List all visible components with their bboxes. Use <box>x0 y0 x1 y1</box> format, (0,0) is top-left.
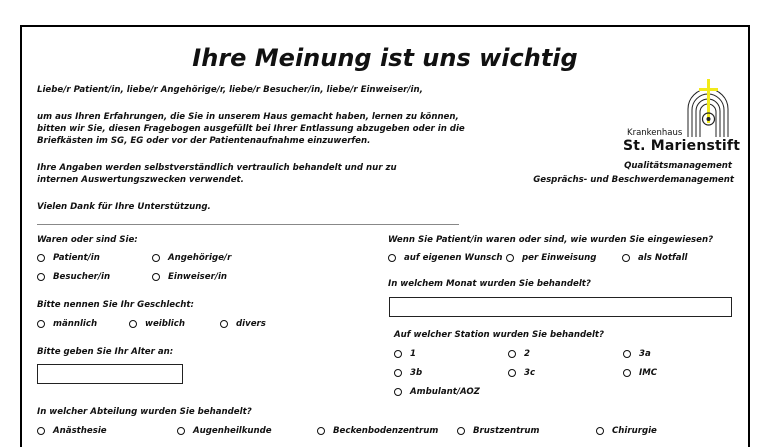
radio-icon <box>508 350 516 358</box>
radio-icon <box>129 320 137 328</box>
radio-icon <box>394 369 402 377</box>
logo-cross-accent <box>707 79 710 123</box>
intro-paragraph-line: um aus Ihren Erfahrungen, die Sie in unserem Haus gemacht haben, lernen zu können, <box>37 112 459 122</box>
gender-question-label: Bitte nennen Sie Ihr Geschlecht: <box>37 300 194 310</box>
age-input[interactable] <box>37 364 183 384</box>
gender-option-male[interactable]: männlich <box>37 319 97 329</box>
radio-icon <box>622 254 630 262</box>
radio-icon <box>508 369 516 377</box>
station-option-2[interactable]: 2 <box>508 349 530 359</box>
role-option-patient[interactable]: Patient/in <box>37 253 100 263</box>
radio-icon <box>220 320 228 328</box>
logo-cross-accent <box>699 88 718 91</box>
section-divider <box>37 224 459 225</box>
role-option-relative[interactable]: Angehörige/r <box>152 253 231 263</box>
radio-icon <box>388 254 396 262</box>
station-option-1[interactable]: 1 <box>394 349 416 359</box>
role-option-referrer[interactable]: Einweiser/in <box>152 272 227 282</box>
radio-icon <box>623 369 631 377</box>
logo-department: Qualitätsmanagement <box>624 161 732 171</box>
radio-icon <box>152 254 160 262</box>
radio-icon <box>506 254 514 262</box>
radio-icon <box>623 350 631 358</box>
department-option-pelvic-floor[interactable]: Beckenbodenzentrum <box>317 426 438 436</box>
radio-icon <box>394 350 402 358</box>
gender-option-female[interactable]: weiblich <box>129 319 185 329</box>
radio-icon <box>37 427 45 435</box>
role-option-visitor[interactable]: Besucher/in <box>37 272 110 282</box>
logo-hospital-label: Krankenhaus <box>627 128 683 138</box>
department-option-breast-center[interactable]: Brustzentrum <box>457 426 540 436</box>
radio-icon <box>37 254 45 262</box>
department-option-surgery[interactable]: Chirurgie <box>596 426 657 436</box>
privacy-paragraph-line: Ihre Angaben werden selbstverständlich vertraulich behandelt und nur zu <box>37 163 397 173</box>
radio-icon <box>317 427 325 435</box>
radio-icon <box>596 427 604 435</box>
questionnaire-sheet <box>20 25 750 447</box>
radio-icon <box>177 427 185 435</box>
age-question-label: Bitte geben Sie Ihr Alter an: <box>37 347 174 357</box>
station-option-3c[interactable]: 3c <box>508 368 535 378</box>
station-option-imc[interactable]: IMC <box>623 368 657 378</box>
station-option-3a[interactable]: 3a <box>623 349 651 359</box>
station-question-label: Auf welcher Station wurden Sie behandelt? <box>394 330 605 340</box>
admission-question-label: Wenn Sie Patient/in waren oder sind, wie wurden Sie eingewiesen? <box>388 235 714 245</box>
radio-icon <box>37 320 45 328</box>
intro-paragraph-line: bitten wir Sie, diesen Fragebogen ausgefüllt bei Ihrer Entlassung abzugeben oder in die <box>37 124 465 134</box>
department-option-anesthesia[interactable]: Anästhesie <box>37 426 107 436</box>
month-input[interactable] <box>389 297 732 317</box>
radio-icon <box>394 388 402 396</box>
role-question-label: Waren oder sind Sie: <box>37 235 138 245</box>
radio-icon <box>457 427 465 435</box>
logo-department: Gesprächs- und Beschwerdemanagement <box>533 175 734 185</box>
gender-option-diverse[interactable]: divers <box>220 319 266 329</box>
radio-icon <box>37 273 45 281</box>
page-title: Ihre Meinung ist uns wichtig <box>192 44 578 72</box>
admission-option-emergency[interactable]: als Notfall <box>622 253 688 263</box>
admission-option-own-wish[interactable]: auf eigenen Wunsch <box>388 253 503 263</box>
month-question-label: In welchem Monat wurden Sie behandelt? <box>388 279 591 289</box>
station-option-ambulant[interactable]: Ambulant/AOZ <box>394 387 480 397</box>
station-option-3b[interactable]: 3b <box>394 368 422 378</box>
privacy-paragraph-line: internen Auswertungszwecken verwendet. <box>37 175 244 185</box>
logo-hospital-name: St. Marienstift <box>623 138 741 154</box>
thanks-text: Vielen Dank für Ihre Unterstützung. <box>37 202 211 212</box>
radio-icon <box>152 273 160 281</box>
intro-paragraph-line: Briefkästen im SG, EG oder vor der Patientenaufnahme einzuwerfen. <box>37 136 371 146</box>
greeting-text: Liebe/r Patient/in, liebe/r Angehörige/r, liebe/r Besucher/in, liebe/r Einweiser/in, <box>37 85 423 95</box>
admission-option-referral[interactable]: per Einweisung <box>506 253 596 263</box>
department-question-label: In welcher Abteilung wurden Sie behandelt? <box>37 407 252 417</box>
department-option-ophthalmology[interactable]: Augenheilkunde <box>177 426 272 436</box>
hospital-logo-icon <box>682 79 734 139</box>
